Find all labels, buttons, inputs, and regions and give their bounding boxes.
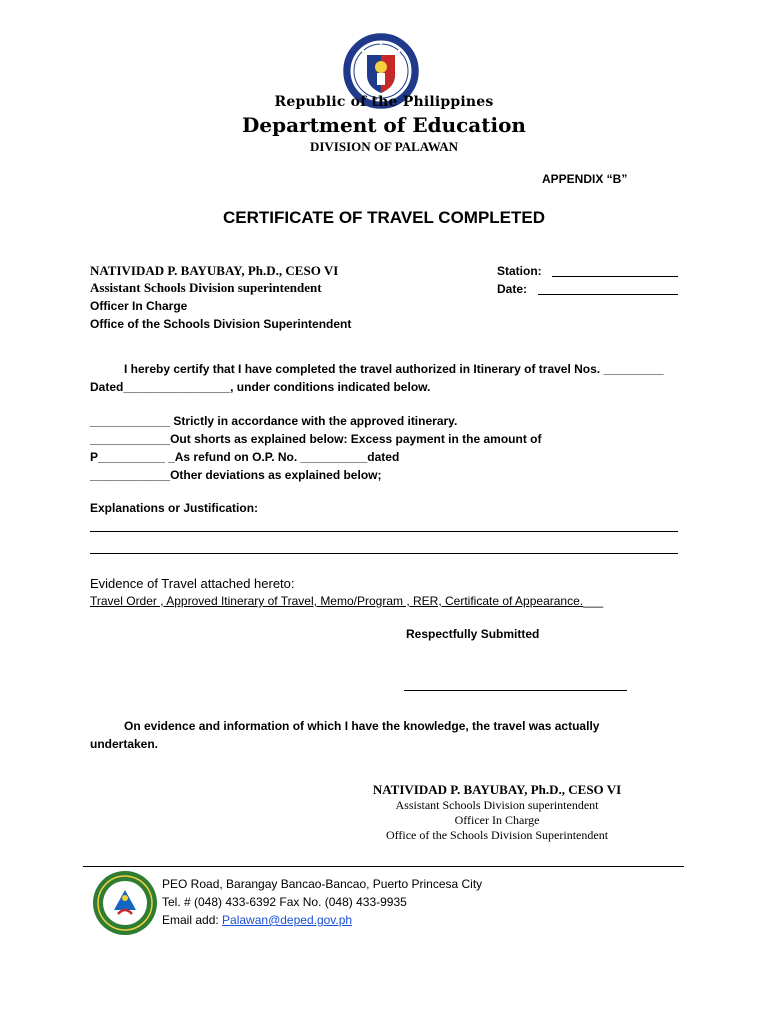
station-label: Station: [497,264,542,278]
option-other-deviations: ____________Other deviations as explained below; [90,468,382,482]
date-field[interactable] [538,294,678,295]
department-heading: Department of Education [242,113,526,137]
division-seal-icon [92,870,158,936]
option-strictly: ____________ Strictly in accordance with the approved itinerary. [90,414,458,428]
footer-divider [83,866,684,867]
footer-address: PEO Road, Barangay Bancao-Bancao, Puerto Princesa City [162,877,483,891]
option-refund: P__________ _As refund on O.P. No. __________dated [90,450,400,464]
explanation-line-1[interactable] [90,531,678,532]
dated-comma: , [230,380,234,394]
evidence-label: Evidence of Travel attached hereto: [90,576,295,591]
signatory-role: Officer In Charge [454,813,540,827]
signature-line[interactable] [404,690,627,691]
footer-phone: Tel. # (048) 433-6392 Fax No. (048) 433-9935 [162,895,407,909]
date-label: Date: [497,282,528,296]
division-heading: DIVISION OF PALAWAN [309,139,459,154]
addressee-position: Assistant Schools Division superintendent [90,280,322,295]
evidence-items: Travel Order , Approved Itinerary of Travel, Memo/Program , RER, Certificate of Appearance. [90,594,584,608]
republic-heading: Republic of the Philippines [274,94,494,110]
respectfully-submitted: Respectfully Submitted [406,627,540,641]
conditions-text: under conditions indicated below. [233,380,431,394]
evidence-list [90,594,603,608]
attest-line-1: On evidence and information of which I have the knowledge, the travel was actually [124,719,600,733]
footer-email-row [162,913,352,927]
addressee-name: NATIVIDAD P. BAYUBAY, Ph.D., CESO VI [90,263,339,278]
addressee-office: Office of the Schools Division Superintendent [90,317,352,331]
attest-line-2: undertaken. [90,737,159,751]
dated-blank: Dated________________ [90,380,231,394]
explanation-line-2[interactable] [90,553,678,554]
evidence-trail: ___ [583,594,604,608]
station-field[interactable] [552,276,678,277]
addressee-role: Officer In Charge [90,299,188,313]
appendix-label: APPENDIX “B” [542,172,628,186]
certify-line-2 [90,380,430,394]
signatory-office: Office of the Schools Division Superintendent [385,828,609,842]
footer-email-label: Email add: [162,913,223,927]
signatory-name: NATIVIDAD P. BAYUBAY, Ph.D., CESO VI [372,782,622,797]
explanations-label: Explanations or Justification: [90,501,259,515]
signatory-position: Assistant Schools Division superintendent [395,798,599,812]
page-title: CERTIFICATE OF TRAVEL COMPLETED [222,208,546,227]
footer-email-link[interactable]: Palawan@deped.gov.ph [222,913,353,927]
option-out-shorts: ____________Out shorts as explained below: Excess payment in the amount of [90,432,542,446]
certify-line-1: I hereby certify that I have completed the travel authorized in Itinerary of travel Nos. _________ [124,362,664,376]
